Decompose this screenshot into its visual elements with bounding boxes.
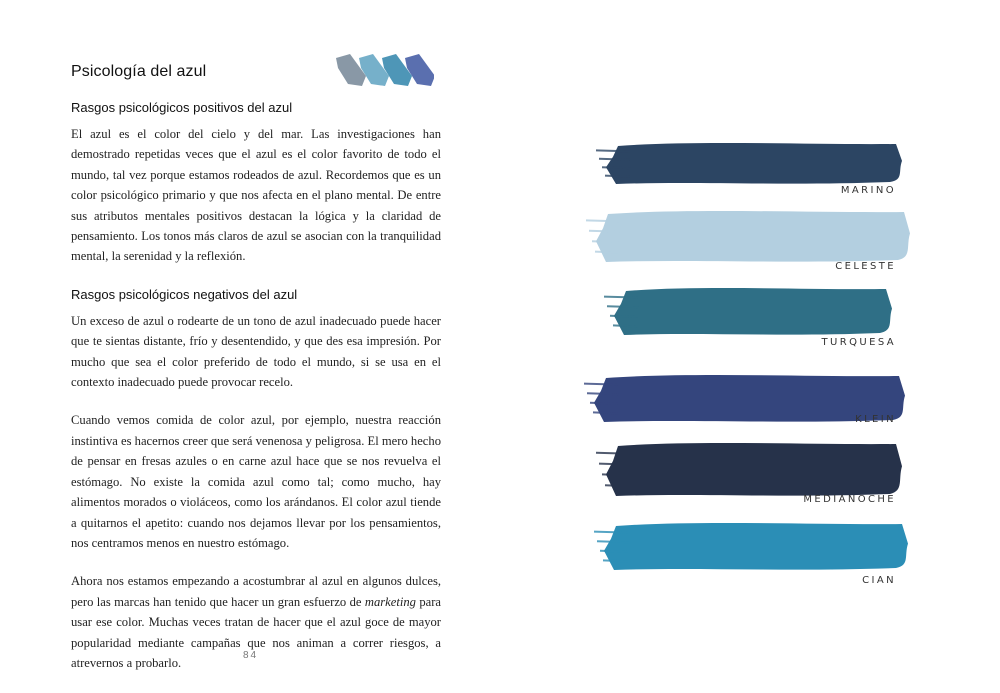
brush-streak — [597, 541, 628, 542]
swatch-label: MARINO — [840, 185, 896, 196]
brush-streak — [592, 241, 620, 242]
brush-streak — [607, 306, 638, 307]
paragraph: El azul es el color del cielo y del mar. Las investigaciones han demostrado repetidas veces que el azul es el color favorito de todo el mundo, tal vez porque estamos rodeados de azul. Recordemos que es un color psicológico primario y que nos afecta en el plano mental. De entre sus atributos mentales positivos destacan la lógica y la claridad de pensamiento. Los tonos más claros de azul se asocian con la tranquilidad mental, la serenidad y la reflexión. — [71, 127, 441, 264]
brush-streak — [587, 393, 618, 394]
brush-streak — [610, 316, 638, 317]
paragraph: Cuando vemos comida de color azul, por ejemplo, nuestra reacción instintiva es hacernos creer que será venenosa y peligrosa. El mero hecho de pensar en fresas azules o en carne azul hace que se nos revuelva el estómago. No existe la comida azul como tal; como mucho, hay alimentos morados o violáceos, como los arándanos. El color azul tiende a quitarnos el apetito: cuando nos dejamos llevar por los pensamientos, nos centramos menos en nuestro estómago. — [71, 413, 441, 550]
paint-swatch — [606, 443, 902, 496]
section-heading-positive: Rasgos psicológicos positivos del azul — [71, 100, 293, 115]
paragraph: Un exceso de azul o rodearte de un tono de azul inadecuado puede hacer que te sientas distante, frío y desentendido, y que des esa impresión. Por mucho que sea el color preferido de todo el mundo, si se usa en el contexto inadecuado puede provocar recelo. — [71, 313, 441, 390]
brush-streak — [599, 159, 630, 160]
color-swatches — [580, 130, 940, 600]
paint-swatch — [606, 143, 902, 184]
brush-streak — [604, 297, 638, 298]
section-heading-negative: Rasgos psicológicos negativos del azul — [71, 286, 298, 302]
brush-streak — [589, 231, 620, 232]
brush-streak — [586, 220, 620, 221]
brush-streak — [603, 560, 628, 561]
swatch-label: KLEIN — [855, 414, 896, 425]
paint-swatch — [614, 288, 892, 335]
brush-streak — [596, 453, 630, 454]
page-number: 84 — [243, 650, 259, 661]
brush-streak — [584, 384, 618, 385]
brush-streak — [593, 412, 618, 413]
swatch-label: CIAN — [862, 575, 896, 586]
paint-swatch — [604, 523, 908, 570]
brush-streak — [600, 551, 628, 552]
swatch-strokes — [580, 130, 940, 600]
brush-streak — [599, 464, 630, 465]
swatch-label: CELESTE — [835, 261, 896, 272]
paragraph-text: Ahora nos estamos empezando a acostumbrar al azul en algunos dulces, pero las marcas han tenido que hacer un gran esfuerzo de — [71, 574, 441, 609]
text-column — [71, 100, 441, 673]
brush-strokes-decoration — [332, 50, 434, 90]
brush-streak — [590, 403, 618, 404]
brush-streak — [596, 150, 630, 151]
swatch-label: TURQUESA — [821, 337, 896, 348]
emphasis-text: marketing — [364, 594, 416, 609]
swatch-label: MEDIANOCHE — [803, 494, 896, 505]
brush-streak — [594, 532, 628, 533]
brush-streak — [595, 252, 620, 253]
brush-streak — [602, 474, 630, 475]
brush-streak — [602, 167, 630, 168]
page-title: Psicología del azul — [71, 63, 207, 80]
brush-streak — [605, 485, 630, 486]
brush-streak — [613, 325, 638, 326]
paint-swatch — [596, 211, 910, 262]
paragraph-text: para usar ese color. Muchas veces tratan de hacer que el azul goce de mayor popularidad mediante campañas que nos animan a correr riesgos, a atrevernos a probarlo. — [71, 594, 441, 670]
brush-streak — [605, 176, 630, 177]
